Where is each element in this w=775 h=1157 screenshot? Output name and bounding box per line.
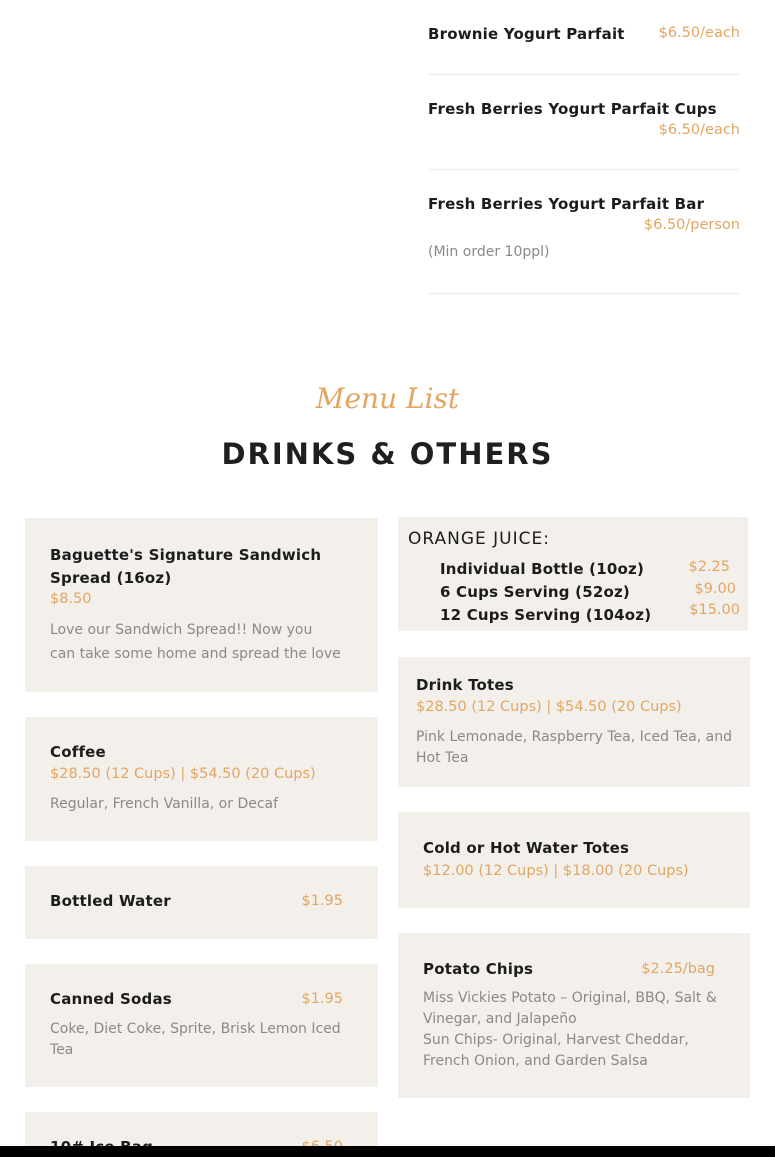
section-script-title: Menu List	[315, 382, 460, 415]
berries-parfait-bar-price: $6.50/person	[643, 217, 740, 233]
card-orange-juice	[398, 517, 748, 631]
drink-totes-name: Drink Totes	[416, 676, 514, 694]
berries-parfait-cups-price: $6.50/each	[658, 122, 740, 138]
bottled-water-name: Bottled Water	[50, 892, 171, 910]
card-potato-chips	[398, 933, 750, 1098]
coffee-desc: Regular, French Vanilla, or Decaf	[50, 796, 279, 812]
canned-sodas-desc: Coke, Diet Coke, Sprite, Brisk Lemon Iced Tea	[50, 1021, 341, 1058]
bottom-bar	[0, 1146, 775, 1157]
potato-chips-desc: Miss Vickies Potato – Original, BBQ, Salt & Vinegar, and Jalapeño Sun Chips- Original, Harvest Cheddar, French Onion, and Garden Salsa	[423, 990, 717, 1069]
sandwich-spread-desc: Love our Sandwich Spread!! Now you can take some home and spread the love	[50, 622, 341, 662]
water-totes-price: $12.00 (12 Cups) | $18.00 (20 Cups)	[423, 863, 689, 879]
sandwich-spread-name: Baguette's Signature Sandwich Spread (16oz)	[50, 546, 322, 587]
section-title: DRINKS & OTHERS	[221, 437, 554, 471]
canned-sodas-name: Canned Sodas	[50, 990, 172, 1008]
oj-12-cups-name: 12 Cups Serving (104oz)	[440, 606, 652, 624]
berries-parfait-cups-name: Fresh Berries Yogurt Parfait Cups	[428, 100, 717, 118]
card-canned-sodas	[25, 964, 378, 1087]
potato-chips-price: $2.25/bag	[641, 961, 715, 977]
sandwich-spread-price: $8.50	[50, 591, 92, 607]
coffee-price: $28.50 (12 Cups) | $54.50 (20 Cups)	[50, 766, 316, 782]
drink-totes-price: $28.50 (12 Cups) | $54.50 (20 Cups)	[416, 699, 682, 715]
oj-individual-bottle-price: $2.25	[688, 559, 730, 575]
card-water-totes	[398, 812, 750, 908]
oj-6-cups-price: $9.00	[694, 581, 736, 597]
orange-juice-title: ORANGE JUICE:	[408, 529, 550, 549]
coffee-name: Coffee	[50, 743, 106, 761]
bottled-water-price: $1.95	[301, 893, 343, 909]
card-coffee	[25, 717, 378, 841]
divider	[428, 169, 740, 170]
canned-sodas-price: $1.95	[301, 991, 343, 1007]
potato-chips-name: Potato Chips	[423, 960, 534, 978]
card-sandwich-spread	[25, 518, 378, 692]
divider	[428, 293, 740, 294]
oj-12-cups-price: $15.00	[689, 602, 740, 618]
berries-parfait-bar-name: Fresh Berries Yogurt Parfait Bar	[428, 195, 705, 213]
drink-totes-desc: Pink Lemonade, Raspberry Tea, Iced Tea, and Hot Tea	[416, 729, 733, 766]
oj-6-cups-name: 6 Cups Serving (52oz)	[440, 583, 630, 601]
water-totes-name: Cold or Hot Water Totes	[423, 839, 630, 857]
brownie-parfait-name: Brownie Yogurt Parfait	[428, 25, 625, 43]
brownie-parfait-price: $6.50/each	[658, 25, 740, 41]
berries-parfait-bar-note: (Min order 10ppl)	[428, 244, 550, 260]
card-drink-totes	[398, 657, 750, 787]
oj-individual-bottle-name: Individual Bottle (10oz)	[440, 560, 644, 578]
card-bottled-water	[25, 866, 378, 939]
divider	[428, 74, 740, 75]
